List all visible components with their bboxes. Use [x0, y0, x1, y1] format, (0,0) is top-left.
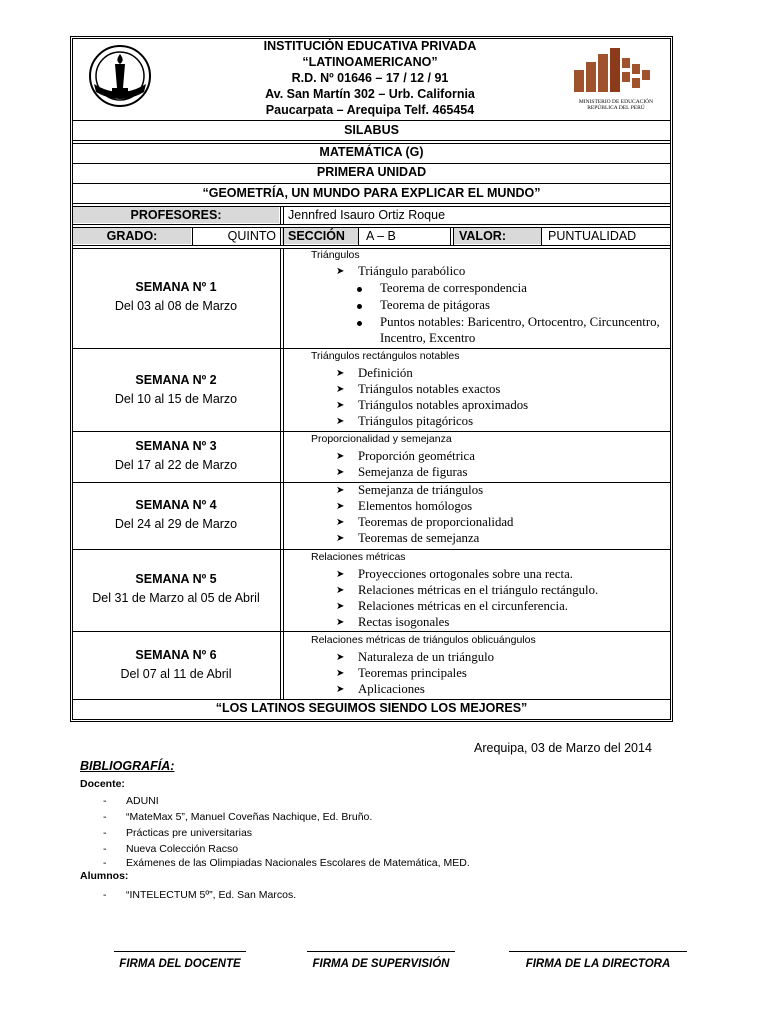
valor-value: PUNTUALIDAD [548, 229, 637, 243]
divider [72, 348, 671, 349]
divider [283, 227, 284, 245]
arrow-bullet-icon: ➤ [336, 652, 345, 663]
topic-subitem: Teorema de correspondencia [380, 281, 527, 295]
topic-item: Semejanza de triángulos [358, 483, 484, 497]
week-title: SEMANA Nº 6 [135, 648, 217, 662]
topic-subitem: Incentro, Excentro [380, 331, 476, 345]
topic-item: Proporción geométrica [358, 449, 475, 463]
arrow-bullet-icon: ➤ [336, 485, 345, 496]
topic-item: Elementos homólogos [358, 499, 473, 513]
week-5-cell [72, 570, 280, 608]
bib-item: Nueva Colección Racso [126, 843, 239, 855]
week-title: SEMANA Nº 3 [135, 439, 217, 453]
divider [453, 227, 454, 245]
arrow-bullet-icon: ➤ [336, 533, 345, 544]
profesores-value: Jennfred Isauro Ortiz Roque [288, 208, 446, 222]
topic-heading: Triángulos [311, 249, 360, 261]
bib-dash: - [103, 843, 107, 855]
topic-item: Semejanza de figuras [358, 465, 468, 479]
alumnos-label: Alumnos: [80, 870, 129, 882]
week-3-cell [72, 437, 280, 475]
signature-line [509, 951, 687, 952]
unit-theme: “GEOMETRÍA, UN MUNDO PARA EXPLICAR EL MUNDO” [202, 186, 541, 200]
topic-heading: Relaciones métricas [311, 551, 406, 563]
week-title: SEMANA Nº 1 [135, 280, 217, 294]
divider [541, 227, 542, 245]
divider [72, 143, 671, 144]
dot-bullet-icon [357, 287, 362, 292]
topic-item: Teoremas de proporcionalidad [358, 515, 514, 529]
topic-item: Triángulos notables aproximados [358, 398, 529, 412]
divider [280, 248, 281, 699]
topic-item: Teoremas de semejanza [358, 531, 480, 545]
motto: “LOS LATINOS SEGUIMOS SIENDO LOS MEJORES” [215, 701, 528, 715]
course-title: MATEMÁTICA (G) [319, 145, 424, 159]
week-dates: Del 17 al 22 de Marzo [114, 458, 238, 472]
week-2-cell [72, 371, 280, 409]
divider [72, 183, 671, 184]
profesores-label: PROFESORES: [130, 208, 222, 222]
logo-latinoamericano [88, 44, 152, 108]
week-4-cell [72, 496, 280, 534]
arrow-bullet-icon: ➤ [336, 585, 345, 596]
signature-line [114, 951, 246, 952]
grado-value: QUINTO [227, 229, 276, 243]
topic-subitem: Puntos notables: Baricentro, Ortocentro, Circuncentro, [380, 315, 660, 329]
week-1-cell [72, 278, 280, 316]
unit-title: PRIMERA UNIDAD [316, 165, 427, 179]
date-line: Arequipa, 03 de Marzo del 2014 [474, 741, 652, 755]
arrow-bullet-icon: ➤ [336, 368, 345, 379]
bib-dash: - [103, 889, 107, 901]
divider [72, 224, 671, 225]
divider [72, 431, 671, 432]
arrow-bullet-icon: ➤ [336, 569, 345, 580]
bib-item: “INTELECTUM 5º”, Ed. San Marcos. [126, 889, 297, 901]
topic-item: Triángulos pitagóricos [358, 414, 474, 428]
arrow-bullet-icon: ➤ [336, 451, 345, 462]
week-dates: Del 03 al 08 de Marzo [114, 299, 238, 313]
arrow-bullet-icon: ➤ [336, 517, 345, 528]
topic-item: Teoremas principales [358, 666, 467, 680]
topic-item: Naturaleza de un triángulo [358, 650, 495, 664]
week-dates: Del 10 al 15 de Marzo [114, 392, 238, 406]
divider [72, 163, 671, 164]
logo-ministerio-educacion [570, 44, 662, 116]
arrow-bullet-icon: ➤ [336, 266, 345, 277]
silabus-title: SILABUS [344, 123, 399, 137]
divider [450, 227, 451, 245]
bib-item: Prácticas pre universitarias [126, 827, 253, 839]
divider [72, 203, 671, 204]
divider [283, 206, 284, 224]
divider [280, 206, 281, 224]
signature-docente: FIRMA DEL DOCENTE [119, 958, 241, 970]
divider [72, 245, 671, 246]
valor-label: VALOR: [459, 229, 506, 243]
arrow-bullet-icon: ➤ [336, 384, 345, 395]
arrow-bullet-icon: ➤ [336, 684, 345, 695]
arrow-bullet-icon: ➤ [336, 400, 345, 411]
week-dates: Del 24 al 29 de Marzo [114, 517, 238, 531]
topic-heading: Proporcionalidad y semejanza [311, 433, 452, 445]
seccion-label: SECCIÓN [288, 229, 345, 243]
arrow-bullet-icon: ➤ [336, 617, 345, 628]
divider [72, 699, 671, 700]
week-6-cell [72, 646, 280, 684]
week-title: SEMANA Nº 2 [135, 373, 217, 387]
divider [72, 120, 671, 121]
divider [280, 227, 281, 245]
divider [72, 631, 671, 632]
topic-subitem: Teorema de pitágoras [380, 298, 490, 312]
topic-item: Definición [358, 366, 413, 380]
topic-item: Aplicaciones [358, 682, 425, 696]
divider [72, 248, 671, 249]
bibliography-title: BIBLIOGRAFÍA: [80, 759, 175, 773]
signature-line [307, 951, 455, 952]
topic-item: Proyecciones ortogonales sobre una recta. [358, 567, 573, 581]
docente-label: Docente: [80, 778, 125, 790]
ministerio-text: MINISTERIO DE EDUCACIÓN REPÚBLICA DEL PERÚ [578, 99, 654, 111]
bib-dash: - [103, 827, 107, 839]
topic-item: Relaciones métricas en el triángulo rectángulo. [358, 583, 599, 597]
bib-item: Exámenes de las Olimpiadas Nacionales Escolares de Matemática, MED. [126, 857, 470, 869]
week-dates: Del 07 al 11 de Abril [120, 667, 232, 681]
arrow-bullet-icon: ➤ [336, 467, 345, 478]
arrow-bullet-icon: ➤ [336, 416, 345, 427]
signature-supervision: FIRMA DE SUPERVISIÓN [312, 958, 450, 970]
divider [72, 140, 671, 141]
topic-item: Rectas isogonales [358, 615, 450, 629]
seccion-value: A – B [366, 229, 396, 243]
grado-label: GRADO: [106, 229, 158, 243]
topic-item: Relaciones métricas en el circunferencia. [358, 599, 568, 613]
bib-dash: - [103, 811, 107, 823]
institution-name: INSTITUCIÓN EDUCATIVA PRIVADA “LATINOAMERICANO” R.D. Nº 01646 – 17 / 12 / 91 Av. San Martín 302 – Urb. California Paucarpata – Arequipa Telf. 465454 [263, 39, 477, 117]
week-dates: Del 31 de Marzo al 05 de Abril [92, 591, 260, 605]
topic-item: Triángulo parabólico [358, 264, 466, 278]
divider [358, 227, 359, 245]
topic-heading: Relaciones métricas de triángulos oblicuángulos [311, 634, 536, 646]
topic-heading: Triángulos rectángulos notables [311, 350, 460, 362]
bib-dash: - [103, 857, 107, 869]
arrow-bullet-icon: ➤ [336, 501, 345, 512]
topic-item: Triángulos notables exactos [358, 382, 501, 396]
week-title: SEMANA Nº 4 [135, 498, 217, 512]
arrow-bullet-icon: ➤ [336, 668, 345, 679]
divider [192, 227, 193, 245]
bib-item: “MateMax 5”, Manuel Coveñas Nachique, Ed. Bruño. [126, 811, 373, 823]
bib-item: ADUNI [126, 795, 159, 807]
dot-bullet-icon [357, 321, 362, 326]
arrow-bullet-icon: ➤ [336, 601, 345, 612]
divider [283, 248, 284, 699]
dot-bullet-icon [357, 304, 362, 309]
signature-directora: FIRMA DE LA DIRECTORA [525, 958, 671, 970]
week-title: SEMANA Nº 5 [135, 572, 217, 586]
bib-dash: - [103, 795, 107, 807]
divider [72, 549, 671, 550]
